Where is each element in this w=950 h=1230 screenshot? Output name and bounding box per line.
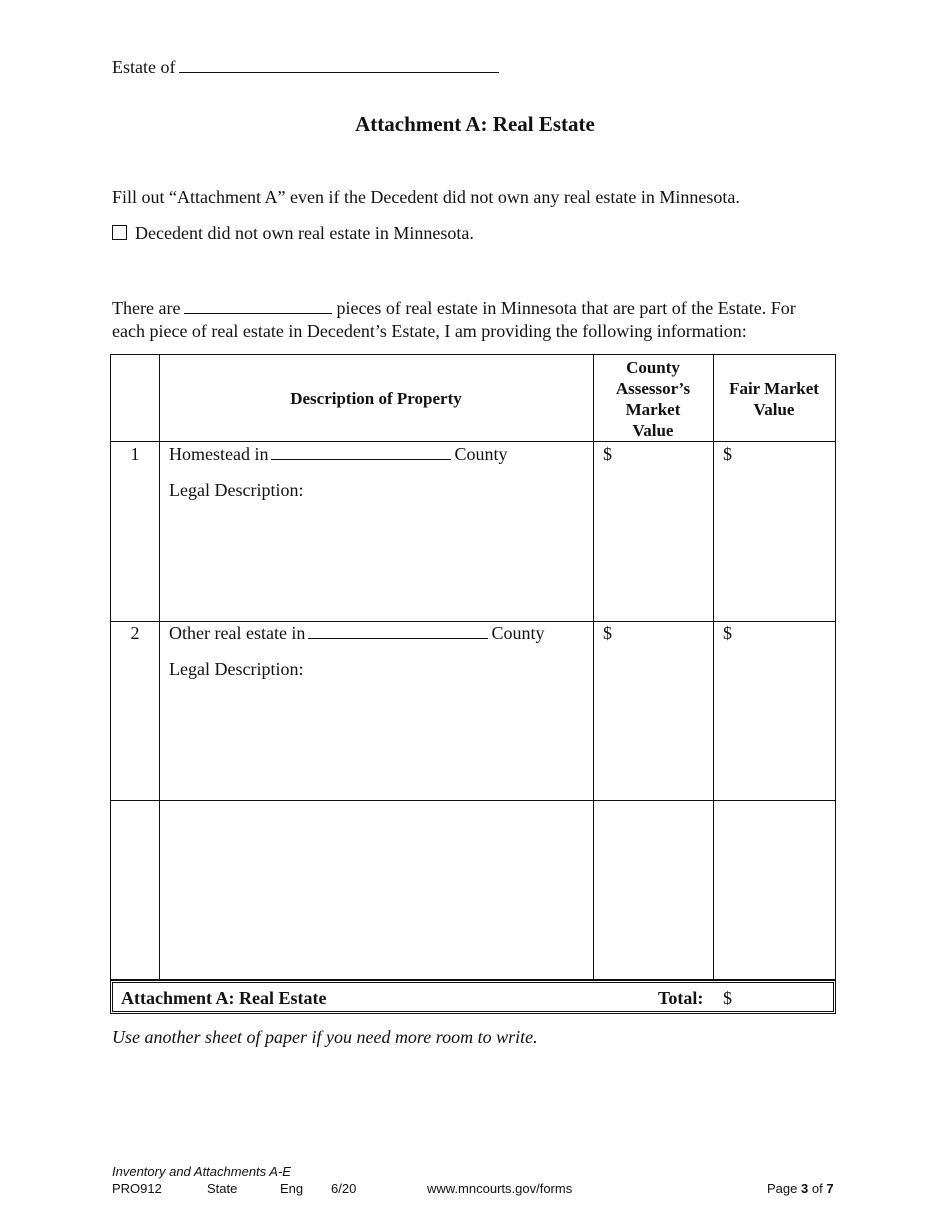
footer-language: Eng xyxy=(280,1181,304,1196)
pieces-paragraph xyxy=(112,297,842,343)
legal-description-label: Legal Description: xyxy=(169,659,304,679)
footer-jurisdiction: State xyxy=(207,1181,238,1196)
paragraph-text-3: each piece of real estate in Decedent’s Estate, I am providing the following information: xyxy=(112,321,747,341)
total-row-label: Attachment A: Real Estate xyxy=(121,988,327,1008)
row-number: 1 xyxy=(130,444,140,464)
estate-of-label: Estate of xyxy=(112,57,176,77)
no-real-estate-row xyxy=(112,223,474,244)
real-estate-table xyxy=(110,354,836,980)
paragraph-text-2: pieces of real estate in Minnesota that are part of the Estate. For xyxy=(336,298,796,318)
paragraph-text-1: There are xyxy=(112,298,181,318)
footer-date: 6/20 xyxy=(331,1181,357,1196)
homestead-county-field[interactable] xyxy=(271,445,451,460)
no-real-estate-checkbox[interactable] xyxy=(112,225,127,240)
fair-market-value-field[interactable]: $ xyxy=(723,623,732,643)
row-divider xyxy=(111,621,835,622)
footer-form-code: PRO912 xyxy=(112,1181,162,1196)
total-row xyxy=(110,980,836,1014)
instruction-text: Fill out “Attachment A” even if the Decedent did not own any real estate in Minnesota. xyxy=(112,187,740,207)
total-label: Total: xyxy=(658,988,704,1008)
total-value-field[interactable]: $ xyxy=(723,988,732,1008)
legal-description-label: Legal Description: xyxy=(169,480,304,500)
assessor-value-field[interactable]: $ xyxy=(603,444,612,464)
header-description: Description of Property xyxy=(290,389,462,408)
header-assessor-value: County Assessor’s Market Value xyxy=(615,358,691,440)
footer-url[interactable]: www.mncourts.gov/forms xyxy=(427,1181,573,1196)
other-county-line: Other real estate in County xyxy=(169,623,545,643)
homestead-county-line: Homestead in County xyxy=(169,444,508,464)
fair-market-value-field[interactable]: $ xyxy=(723,444,732,464)
extra-room-note: Use another sheet of paper if you need more room to write. xyxy=(112,1027,538,1047)
column-divider xyxy=(713,355,714,979)
page-title: Attachment A: Real Estate xyxy=(355,112,595,136)
other-county-field[interactable] xyxy=(308,624,488,639)
estate-name-field[interactable] xyxy=(179,56,499,73)
row-number: 2 xyxy=(130,623,140,643)
no-real-estate-label: Decedent did not own real estate in Minnesota. xyxy=(135,223,474,243)
pieces-count-field[interactable] xyxy=(184,299,332,314)
assessor-value-field[interactable]: $ xyxy=(603,623,612,643)
header-fair-market-value: Fair Market Value xyxy=(729,379,819,419)
footer-page-number: Page 3 of 7 xyxy=(767,1181,834,1196)
estate-of-line xyxy=(112,56,499,78)
column-divider xyxy=(159,355,160,979)
column-divider xyxy=(593,355,594,979)
footer-form-title: Inventory and Attachments A-E xyxy=(112,1164,291,1179)
row-divider xyxy=(111,441,835,442)
row-divider xyxy=(111,800,835,801)
